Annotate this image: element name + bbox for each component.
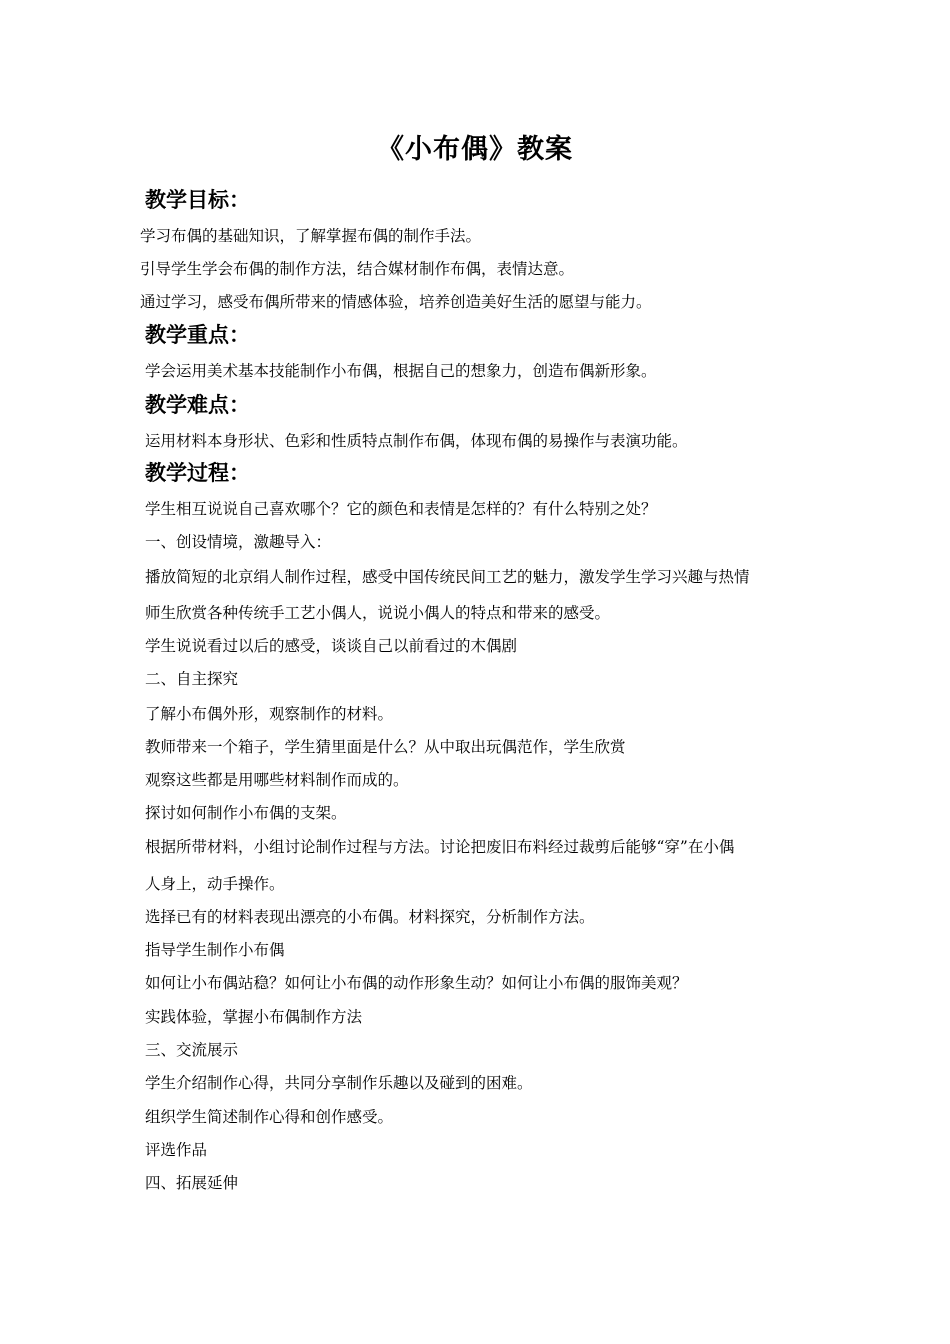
- section-heading-key-points: 教学重点：: [145, 322, 250, 347]
- process-line-10: 探讨如何制作小布偶的支架。: [145, 804, 347, 822]
- process-line-11: 根据所带材料，小组讨论制作过程与方法。讨论把废旧布料经过裁剪后能够“穿”在小偶: [145, 838, 735, 856]
- process-line-3: 播放简短的北京绢人制作过程，感受中国传统民间工艺的魅力，激发学生学习兴趣与热情: [145, 568, 750, 586]
- process-line-20: 评选作品: [145, 1141, 208, 1159]
- process-line-12: 人身上，动手操作。: [145, 875, 285, 893]
- process-line-4: 师生欣赏各种传统手工艺小偶人，说说小偶人的特点和带来的感受。: [145, 604, 611, 622]
- process-line-8: 教师带来一个箱子，学生猜里面是什么？从中取出玩偶范作，学生欣赏: [145, 738, 626, 756]
- process-line-1: 学生相互说说自己喜欢哪个？它的颜色和表情是怎样的？有什么特别之处？: [145, 500, 657, 518]
- process-line-13: 选择已有的材料表现出漂亮的小布偶。材料探究，分析制作方法。: [145, 908, 595, 926]
- section-heading-process: 教学过程：: [145, 460, 250, 485]
- section-heading-goals: 教学目标：: [145, 187, 250, 212]
- process-line-2: 一、创设情境，激趣导入：: [145, 533, 332, 551]
- document-title: 《小布偶》教案: [377, 134, 573, 165]
- process-line-17: 三、交流展示: [145, 1041, 239, 1059]
- difficulty-line-1: 运用材料本身形状、色彩和性质特点制作布偶，体现布偶的易操作与表演功能。: [145, 432, 688, 450]
- process-line-15: 如何让小布偶站稳？如何让小布偶的动作形象生动？如何让小布偶的服饰美观？: [145, 974, 688, 992]
- process-line-18: 学生介绍制作心得，共同分享制作乐趣以及碰到的困难。: [145, 1074, 533, 1092]
- goal-line-2: 引导学生学会布偶的制作方法，结合媒材制作布偶，表情达意。: [140, 260, 575, 278]
- goal-line-1: 学习布偶的基础知识，了解掌握布偶的制作手法。: [140, 227, 482, 245]
- key-point-line-1: 学会运用美术基本技能制作小布偶，根据自己的想象力，创造布偶新形象。: [145, 362, 657, 380]
- process-line-14: 指导学生制作小布偶: [145, 941, 285, 959]
- process-line-5: 学生说说看过以后的感受，谈谈自己以前看过的木偶剧: [145, 637, 518, 655]
- goal-line-3: 通过学习，感受布偶所带来的情感体验，培养创造美好生活的愿望与能力。: [140, 293, 652, 311]
- process-line-19: 组织学生简述制作心得和创作感受。: [145, 1108, 394, 1126]
- process-line-16: 实践体验，掌握小布偶制作方法: [145, 1008, 363, 1026]
- process-line-7: 了解小布偶外形，观察制作的材料。: [145, 705, 394, 723]
- process-line-9: 观察这些都是用哪些材料制作而成的。: [145, 771, 409, 789]
- process-line-21: 四、拓展延伸: [145, 1174, 239, 1192]
- process-line-6: 二、自主探究: [145, 670, 239, 688]
- section-heading-difficulties: 教学难点：: [145, 392, 250, 417]
